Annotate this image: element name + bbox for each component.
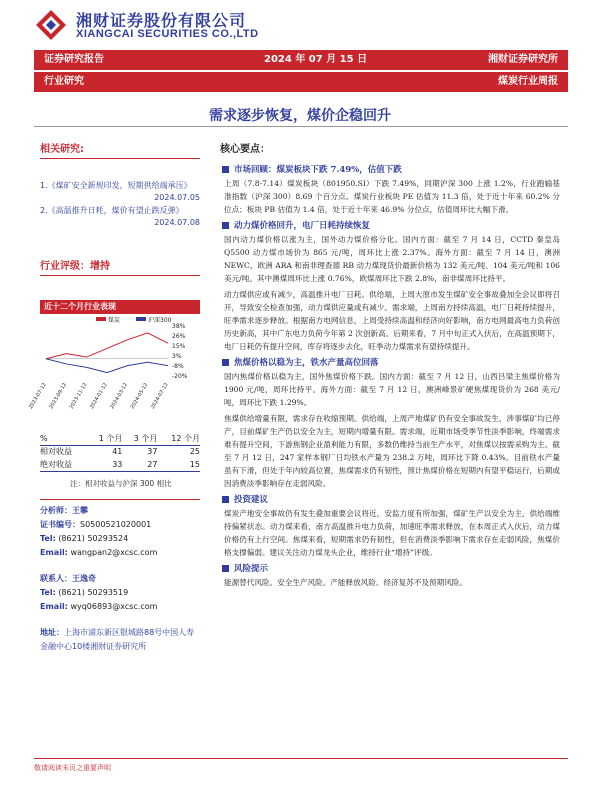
y-tick-label: 3% bbox=[172, 353, 182, 360]
header-bar-top bbox=[34, 50, 568, 70]
cell: 37 bbox=[147, 447, 158, 457]
table-header: 12 个月 bbox=[171, 433, 200, 443]
report-series: 煤炭行业周报 bbox=[498, 76, 558, 87]
email-link[interactable]: wangpan2@xcsc.com bbox=[70, 548, 158, 557]
analyst-name: 分析师：王攀 bbox=[40, 506, 88, 515]
table-header-row bbox=[40, 432, 200, 445]
address-text: 上海市浦东新区银城路88号中国人寿金融中心10楼湘财证券研究所 bbox=[40, 628, 195, 651]
sidebar bbox=[40, 140, 200, 276]
chart-heading: 近十二个月行业表现 bbox=[40, 300, 200, 314]
y-tick-label: 26% bbox=[172, 333, 186, 340]
footer-divider bbox=[34, 758, 568, 759]
company-logo bbox=[34, 8, 68, 42]
report-date: 2024 年 07 月 15 日 bbox=[264, 54, 368, 65]
legend-label: 沪深300 bbox=[148, 317, 172, 324]
y-tick-label: 38% bbox=[172, 323, 186, 330]
x-tick-label: 2024-01-12 bbox=[89, 382, 109, 411]
tel-label: Tel: bbox=[40, 534, 56, 543]
paragraph: 上周（7.8-7.14）煤炭板块（801950.SI）下跌 7.49%，同期沪深 300 上涨 1.2%，行业跑输基准指数（沪深 300）8.69 个百分点。煤炭行业板块 PE 估值为 11.3 倍，处于近十年来 60.2% 分位点；板块 PB 估值为 1.4 倍，处于近十年来 46.9% 分位点，估值周环比大幅下滑。 bbox=[224, 179, 560, 214]
email-label: Email: bbox=[40, 602, 68, 611]
institute: 湘财证券研究所 bbox=[488, 54, 558, 65]
cell: 25 bbox=[189, 447, 200, 457]
table-row bbox=[40, 458, 200, 471]
legend-swatch bbox=[96, 317, 106, 321]
performance-note: 注：相对收益与沪深 300 相比 bbox=[70, 479, 172, 488]
section-title: 风险提示 bbox=[234, 562, 560, 576]
paragraph: 煤炭产地安全事故仍有发生叠加重要会议将近，安监力度有所加强，煤矿生产以安全为主，供给端维持偏紧状态。动力煤来看，南方高温推升电力负荷，加速旺季需求释放，在本周正式入伏后，动力煤价格仍有上行空间。焦煤来看，短期需求仍有韧性，但在消费淡季影响下需求存在走弱风险，焦煤价格支撑偏弱。建议关注动力煤龙头企业，维持行业“增持”评级。 bbox=[224, 509, 560, 557]
related-divider bbox=[40, 158, 200, 159]
x-tick-label: 2024-03-12 bbox=[109, 382, 130, 411]
table-header: 3 个月 bbox=[133, 433, 158, 443]
category: 行业研究 bbox=[44, 76, 84, 87]
paragraph: 焦煤供给增量有限，需求存在收缩预期。供给端，上周产地煤矿仍有安全事故发生，涉事煤矿均已停产，目前煤矿生产仍以安全为主，短期内增量有限。需求端，近期市场受季节性淡季影响，终端需求难有提升空间，下游焦钢企业盈利能力有限，多数仍维持当前生产水平，对焦煤以按需采购为主。截至 7 月 12 日，247 家样本钢厂日均铁水产量为 238.2 万吨，周环比下降 0.43%。目前铁水产量虽有下滑，但处于年内较高位置，焦煤需求仍有韧性，预计焦煤价格在短期内有望平稳运行，后期或因消费淡季影响存在走弱风险。 bbox=[224, 414, 560, 488]
x-tick-label: 2023-09-12 bbox=[48, 382, 69, 411]
email-link[interactable]: wyq06893@xcsc.com bbox=[70, 602, 158, 611]
table-header: % bbox=[40, 433, 48, 443]
section-title: 焦煤价格以稳为主，铁水产量高位回落 bbox=[234, 356, 560, 370]
related-date: 2024.07.05 bbox=[154, 193, 200, 202]
performance-table bbox=[40, 432, 200, 472]
rating-divider bbox=[40, 275, 200, 276]
x-tick-label: 2023-11-12 bbox=[68, 382, 89, 411]
cell: 41 bbox=[112, 447, 123, 457]
tel-number: (8621) 50293519 bbox=[58, 588, 129, 597]
analyst-info bbox=[40, 496, 200, 654]
cell: 27 bbox=[147, 459, 158, 469]
section-title: 投资建议 bbox=[234, 493, 560, 507]
paragraph: 国内动力煤价格以涨为主，国外动力煤价格分化。国内方面：截至 7 月 14 日，CCTD 秦皇岛 Q5500 动力煤市场价为 865 元/吨，周环比上涨 2.37%。海外方面：截至 7 月 14 日，澳洲 NEWC、欧洲 ARA 和南非理查德 RB 动力煤现货价最新价格为 132 美元/吨、104 美元/吨和 106 美元/吨。其中澳煤周环比上涨 0.76%，欧煤周环比下跌 2.8%，南非煤周环比持平。 bbox=[224, 235, 560, 283]
table-header: 1 个月 bbox=[98, 433, 123, 443]
report-type: 证券研究报告 bbox=[44, 54, 104, 65]
related-heading: 相关研究: bbox=[40, 144, 84, 155]
chart-plot bbox=[28, 314, 200, 425]
main-content bbox=[220, 140, 560, 592]
related-item[interactable]: 2.《高温推升日耗，煤价有望止跌反弹》 bbox=[40, 206, 184, 215]
legend-swatch bbox=[136, 317, 146, 321]
x-tick-label: 2023-07-12 bbox=[28, 382, 48, 411]
y-tick-label: 15% bbox=[172, 343, 186, 350]
y-tick-label: -20% bbox=[172, 373, 188, 380]
cert-label: 证书编号： bbox=[40, 520, 80, 529]
company-name-cn: 湘财证券股份有限公司 bbox=[76, 11, 247, 30]
rating-label: 行业评级：增持 bbox=[40, 261, 110, 272]
email-label: Email: bbox=[40, 548, 68, 557]
row-label: 相对收益 bbox=[40, 447, 72, 457]
contact-name: 联系人：王逸奇 bbox=[40, 574, 96, 583]
related-item[interactable]: 1.《煤矿安全新规印发，短期供给端承压》 bbox=[40, 181, 192, 190]
main-heading: 核心要点： bbox=[220, 144, 270, 155]
footer-disclaimer: 敬请阅读末页之重要声明 bbox=[34, 764, 111, 772]
paragraph: 动力煤供应或有减少，高温推升电厂日耗。供给端，上周大原市发生煤矿安全事故叠加全会议即将召开，导致安全检查加强，动力煤供应量或有减少。需求端，上周南方持续高温，电厂日耗持续提升，旺季需求逐步释放。根据南方电网信息，上周受持续高温和经济向好影响，南方电网最高电力负荷创历史新高，其中广东电力负荷今年第 2 次创新高。后期来看，7 月中旬正式入伏后，在高温预期下，电厂日耗仍有提升空间，库存将逐步去化，旺季动力煤需求有望持续提升。 bbox=[224, 290, 560, 351]
paragraph: 能源替代风险。安全生产风险。产能释放风险。经济复苏不及预期风险。 bbox=[224, 578, 467, 587]
series-line bbox=[46, 359, 168, 373]
related-list bbox=[40, 179, 200, 227]
section-title: 动力煤价格回升，电厂日耗持续恢复 bbox=[234, 219, 560, 233]
tel-label: Tel: bbox=[40, 588, 56, 597]
related-date: 2024.07.08 bbox=[154, 218, 200, 227]
x-tick-label: 2024-07-12 bbox=[150, 382, 170, 411]
performance-chart bbox=[28, 300, 200, 425]
report-title: 需求逐步恢复，煤价企稳回升 bbox=[209, 108, 391, 124]
table-row bbox=[40, 445, 200, 458]
cert-number: S0500521020001 bbox=[80, 520, 152, 529]
tel-number: (8621) 50293524 bbox=[58, 534, 129, 543]
paragraph: 国内焦煤价格以稳为主，国外焦煤价格下跌。国内方面：截至 7 月 12 日，山西吕梁主焦煤价格为 1900 元/吨，周环比持平。海外方面：截至 7 月 12 日，澳洲峰景矿硬焦煤现货价为 268 美元/吨，周环比下跌 1.29%。 bbox=[224, 372, 560, 407]
series-line bbox=[46, 333, 168, 359]
header-bar-bottom bbox=[34, 72, 568, 92]
cell: 33 bbox=[112, 459, 123, 469]
section-title: 市场回顾：煤炭板块下跌 7.49%，估值下跌 bbox=[234, 163, 560, 177]
company-name-en: XIANGCAI SECURITIES CO.,LTD bbox=[76, 28, 259, 40]
row-label: 绝对收益 bbox=[40, 459, 72, 469]
analyst-divider bbox=[40, 499, 200, 500]
x-tick-label: 2024-05-12 bbox=[129, 382, 150, 411]
cell: 15 bbox=[189, 459, 200, 469]
y-tick-label: -8% bbox=[172, 363, 184, 370]
title-divider bbox=[34, 126, 568, 127]
legend-label: 煤炭 bbox=[108, 317, 121, 324]
address-label: 地址： bbox=[40, 628, 64, 637]
